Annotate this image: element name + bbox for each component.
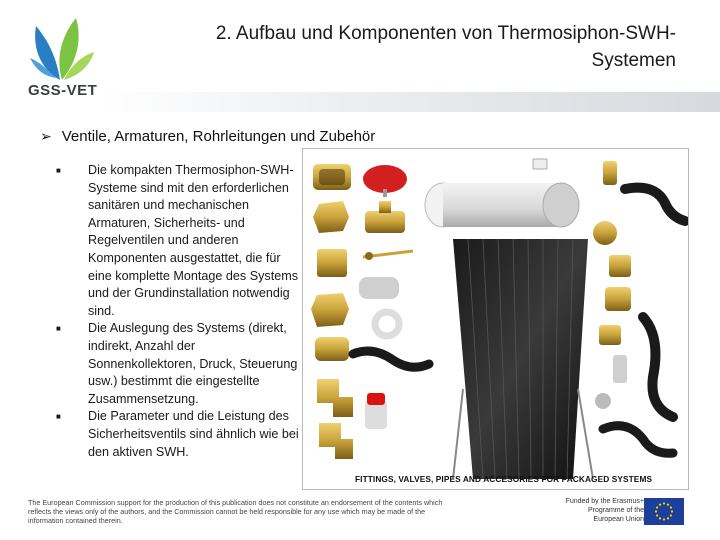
thermosiphon-unit (425, 159, 593, 479)
square-bullet-icon: ■ (56, 166, 61, 175)
bullet-text: Die kompakten Thermosiphon-SWH-Systeme sind mit den erforderlichen sanitären und mechanischen Armaturen, Sicherheits- und Regelventilen und anderen Komponenten ausgestattet, die für eine komplette Montage des Systems und der Grundinstallation notwendig sind. (88, 163, 299, 318)
bullet-text: Die Auslegung des Systems (direkt, indirekt, Anzahl der Sonnenkollektoren, Druck, Steuerung usw.) bestimmt die eingestellte Zusammensetzung. (88, 321, 298, 406)
list-item (56, 320, 306, 408)
list-item (56, 162, 306, 320)
accessories-column (593, 161, 685, 453)
bullet-list (56, 162, 306, 461)
valves-column (353, 165, 429, 429)
section-heading (40, 128, 375, 145)
square-bullet-icon: ■ (56, 412, 61, 422)
components-illustration (303, 149, 689, 490)
funding-text: Funded by the Erasmus+ Programme of the European Union (565, 498, 644, 523)
figure-caption: FITTINGS, VALVES, PIPES AND ACCESORIES FOR PACKAGED SYSTEMS (355, 474, 653, 484)
bullet-text: Die Parameter und die Leistung des Sicherheitsventils sind ähnlich wie bei den aktiven SWH. (88, 409, 299, 459)
header-band (100, 92, 720, 112)
logo-text: GSS-VET (28, 82, 98, 99)
list-item (56, 408, 306, 461)
square-bullet-icon: ■ (56, 324, 61, 334)
page-title: 2. Aufbau und Komponenten von Thermosiphon-SWH-Systemen (215, 23, 676, 71)
eu-flag-icon (644, 498, 684, 525)
arrow-bullet-icon: ➢ (40, 128, 52, 144)
section-heading-text: Ventile, Armaturen, Rohrleitungen und Zubehör (61, 128, 376, 145)
components-figure (302, 148, 689, 490)
footer-disclaimer: The European Commission support for the production of this publication does not constitute an endorsement of the contents which reflects the views only of the authors, and the Commission cannot be held responsible for any use which may be made of the information contained therein. (28, 498, 443, 525)
brass-fittings-column (311, 164, 353, 459)
